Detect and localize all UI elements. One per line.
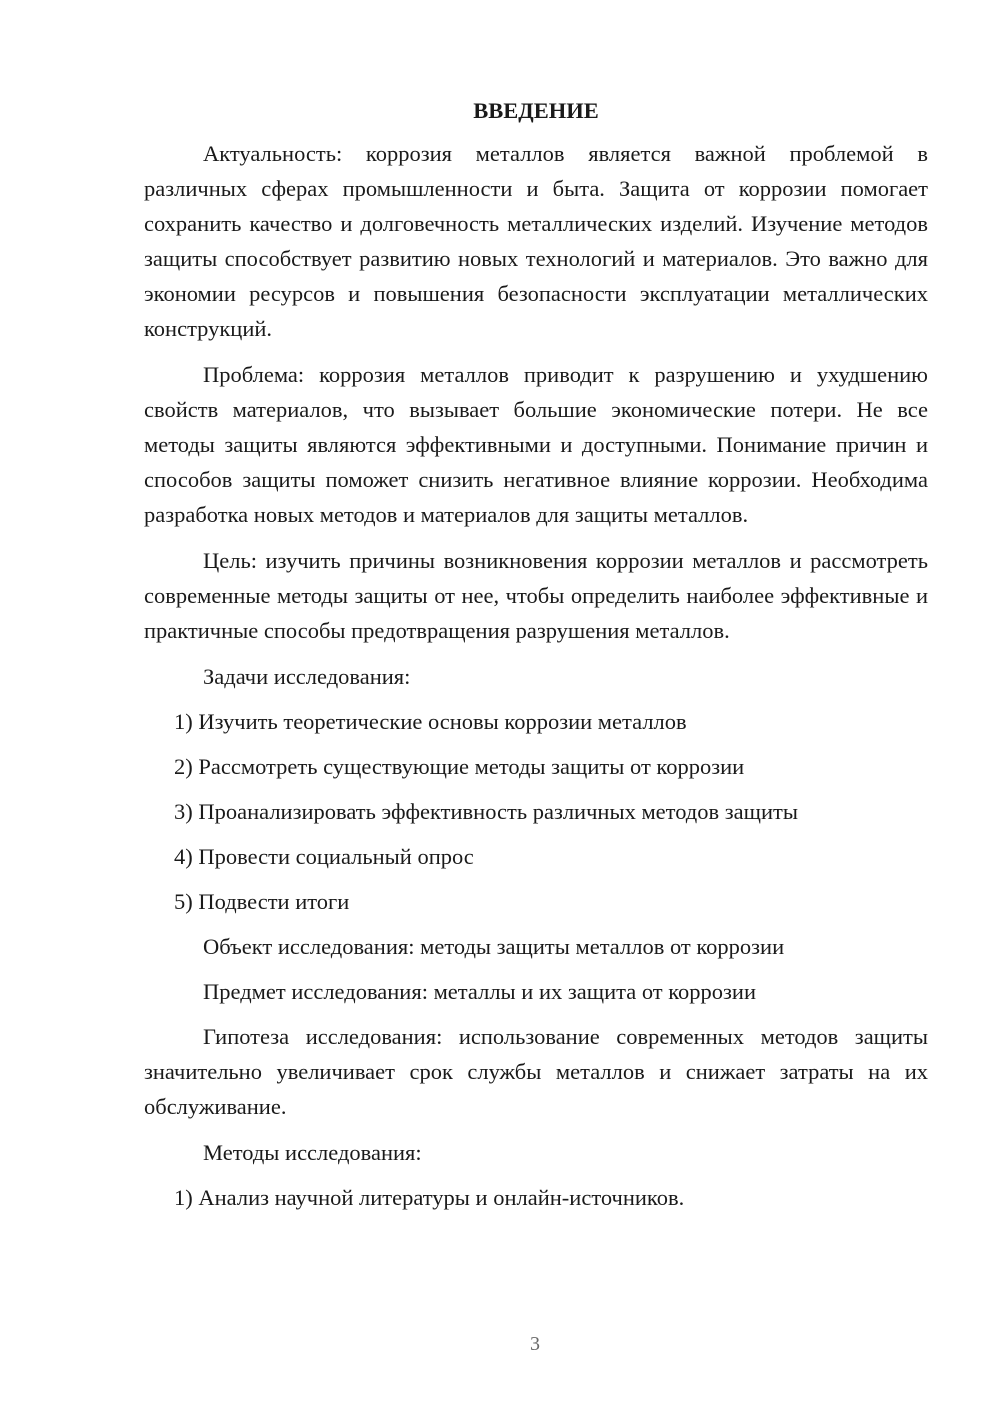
list-item: 1) Анализ научной литературы и онлайн-источников. bbox=[174, 1185, 685, 1210]
paragraph-problem: Проблема: коррозия металлов приводит к разрушению и ухудшению свойств материалов, что вызывает большие экономические потери. Не все методы защиты являются эффективными и доступными. Понимание причин и способов защиты поможет снизить негативное влияние коррозии. Необходима разработка новых методов и материалов для защиты металлов. bbox=[144, 362, 928, 527]
list-item: 1) Изучить теоретические основы коррозии металлов bbox=[174, 709, 687, 734]
list-item: 2) Рассмотреть существующие методы защиты от коррозии bbox=[174, 754, 745, 779]
paragraph-relevance: Актуальность: коррозия металлов является важной проблемой в различных сферах промышленности и быта. Защита от коррозии помогает сохранить качество и долговечность металлических изделий. Изучение методов защиты способствует развитию новых технологий и материалов. Это важно для экономии ресурсов и повышения безопасности эксплуатации металлических конструкций. bbox=[144, 141, 928, 341]
list-item: 3) Проанализировать эффективность различных методов защиты bbox=[174, 799, 798, 824]
page-number: 3 bbox=[530, 1333, 540, 1355]
list-item: 4) Провести социальный опрос bbox=[174, 844, 474, 869]
paragraph-hypothesis: Гипотеза исследования: использование современных методов защиты значительно увеличивает срок службы металлов и снижает затраты на их обслуживание. bbox=[144, 1024, 928, 1119]
tasks-heading: Задачи исследования: bbox=[203, 664, 411, 689]
methods-heading: Методы исследования: bbox=[203, 1140, 422, 1165]
research-subject: Предмет исследования: металлы и их защита от коррозии bbox=[203, 979, 756, 1004]
document-page bbox=[144, 94, 928, 1225]
paragraph-goal: Цель: изучить причины возникновения коррозии металлов и рассмотреть современные методы защиты от нее, чтобы определить наиболее эффективные и практичные способы предотвращения разрушения металлов. bbox=[144, 548, 928, 643]
research-object: Объект исследования: методы защиты металлов от коррозии bbox=[203, 934, 785, 959]
section-title: ВВЕДЕНИЕ bbox=[473, 98, 599, 123]
list-item: 5) Подвести итоги bbox=[174, 889, 350, 914]
